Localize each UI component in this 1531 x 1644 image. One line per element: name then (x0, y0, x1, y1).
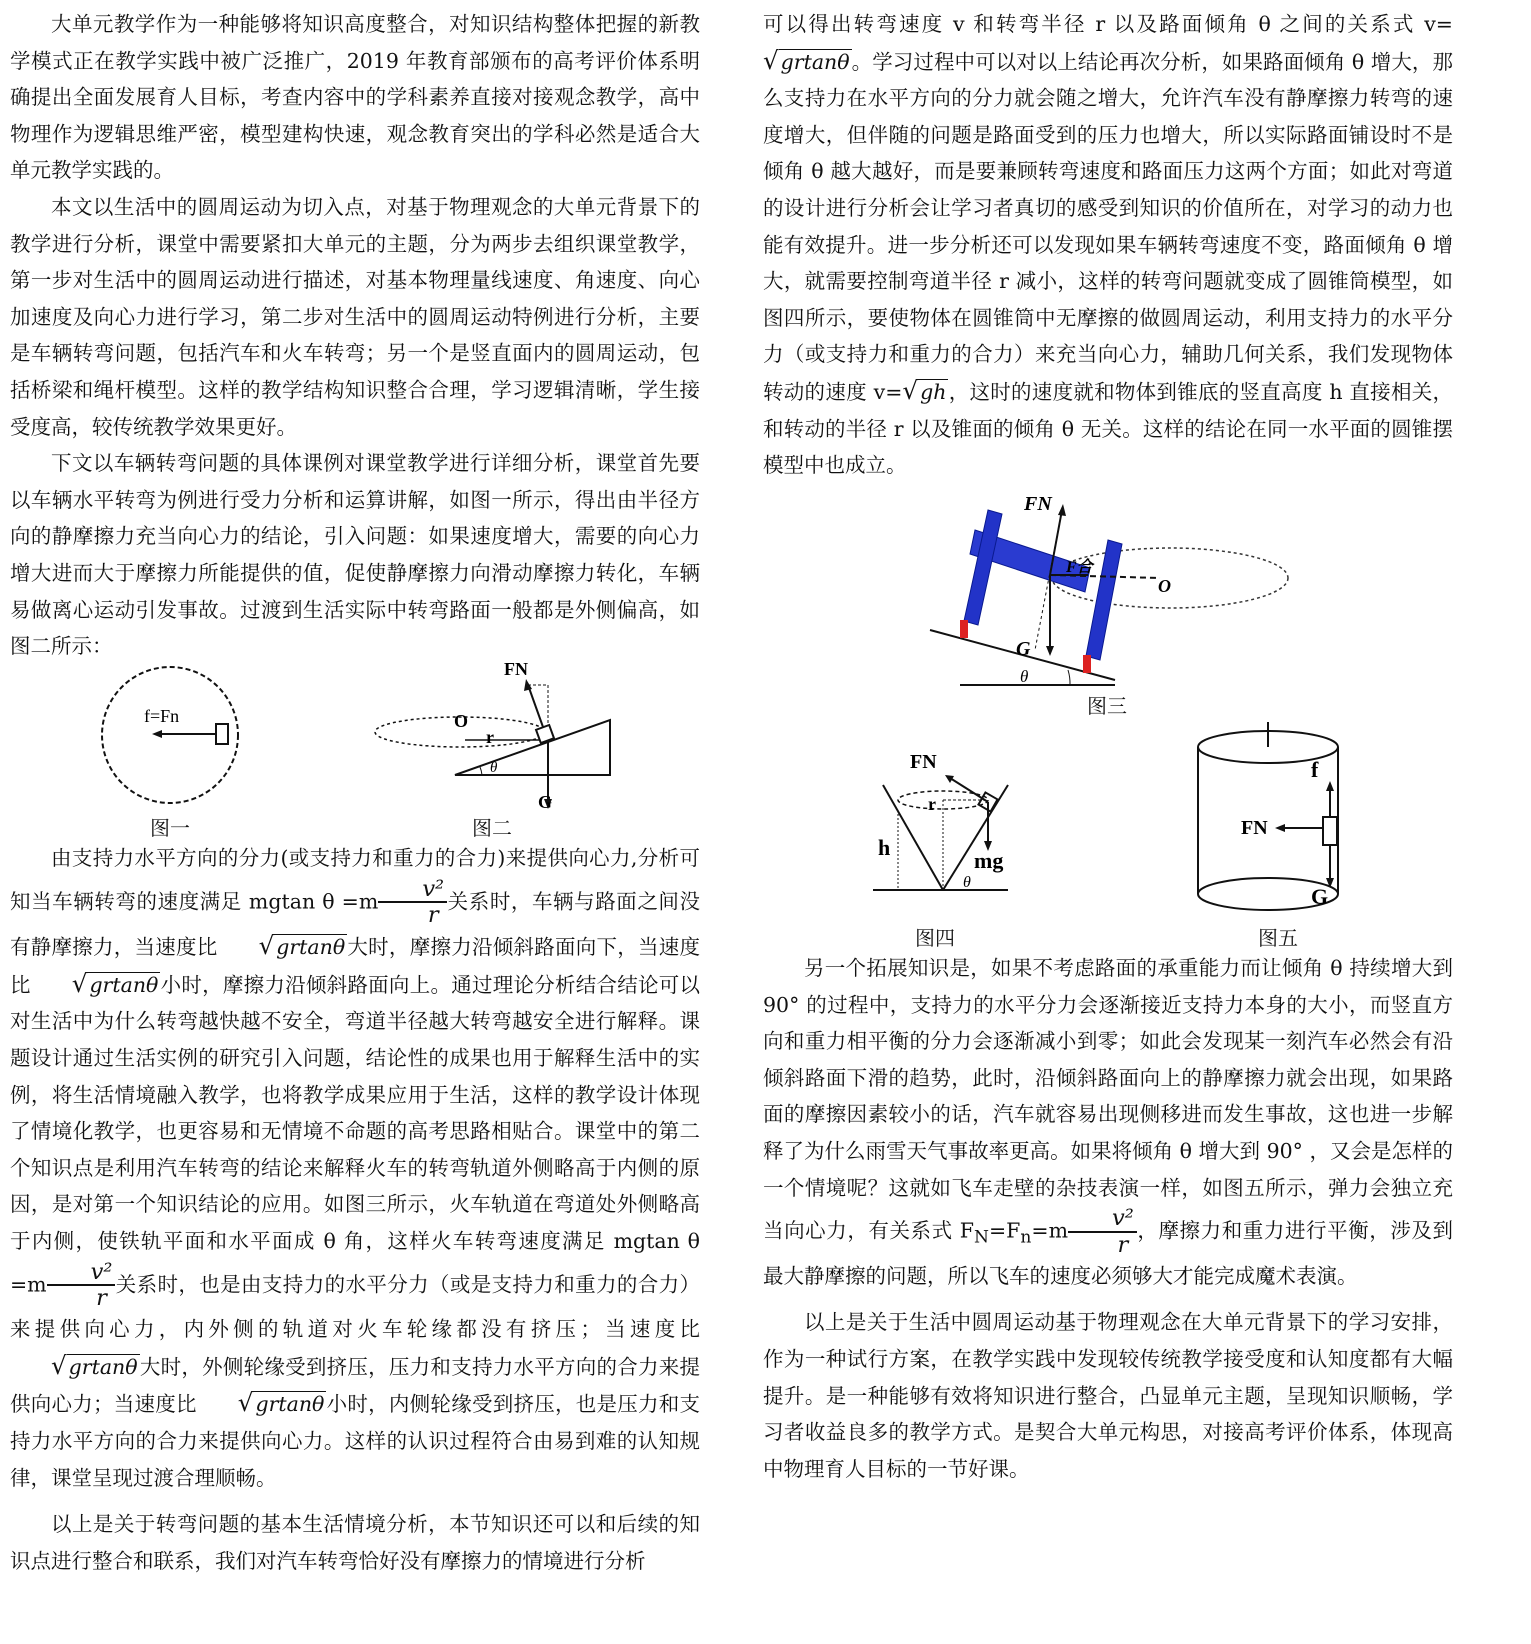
sqrt-body: grtanθ (255, 1392, 325, 1417)
figure-3-caption: 图三 (1087, 694, 1127, 718)
radius-label: r (486, 727, 494, 747)
paragraph: 以上是关于转弯问题的基本生活情境分析，本节知识还可以和后续的知识点进行整合和联系，我们对汽车转弯恰好没有摩擦力的情境进行分析 (10, 1512, 700, 1573)
sqrt-sign: √ (71, 968, 88, 998)
sqrt-formula (197, 1385, 327, 1423)
fraction-formula (1068, 1206, 1137, 1258)
figure-2-diagram (370, 655, 620, 815)
sqrt-formula (763, 43, 852, 81)
fraction-denominator: r (427, 902, 439, 929)
sqrt-body: grtanθ (89, 972, 159, 997)
sqrt-sign: √ (258, 931, 275, 961)
sqrt-sign: √ (237, 1388, 254, 1418)
text-segment: 。学习过程中可以对以上结论再次分析，如果路面倾角 θ 增大，那么支持力在水平方向的分力就会随之增大，允许汽车没有静摩擦力转弯的速度增大，但伴随的问题是路面受到的压力也增大，所以实际路面铺设时不是倾角 θ 越大越好，而是要兼顾转弯速度和路面压力这两个方面；如此对弯道的设计进行分析会让学习者真切的感受到知识的价值所在，对学习的动力也能有效提升。进一步分析还可以发现如果车辆转弯速度不变，路面倾角 θ 增大，就需要控制弯道半径 r 减小，这样的转弯问题就变成了圆锥筒模型，如图四所示，要使物体在圆锥筒中无摩擦的做圆周运动，利用支持力的水平分力（或支持力和重力的合力）来充当向心力，辅助几何关系，我们发现物体转动的速度 v= (763, 49, 1453, 404)
figure-2-caption: 图二 (472, 816, 512, 840)
subscript: n (1020, 1227, 1032, 1248)
paragraph (10, 840, 700, 1496)
normal-force-label: FN (1241, 817, 1268, 839)
text-segment: ，这时的速度就和物体到锥底的竖直高度 h 直接相关，和转动的半径 r 以及锥面的倾角 θ 无关。这样的结论在同一水平面的圆锥摆模型中也成立。 (763, 379, 1453, 478)
radius-label: r (928, 794, 936, 814)
angle-label: θ (1020, 667, 1029, 686)
fraction-denominator: r (1117, 1231, 1129, 1258)
fraction-numerator: v² (1068, 1206, 1137, 1233)
sqrt-formula (10, 1348, 140, 1386)
text-segment: 可以得出转弯速度 v 和转弯半径 r 以及路面倾角 θ 之间的关系式 v= (763, 12, 1453, 36)
fraction-formula (378, 877, 447, 929)
sqrt-body: grtanθ (780, 49, 850, 74)
text-segment: 小时，内侧轮缘受到挤压，也是压力和支持力水平方向的合力来提供向心力。这样的认识过程符合由易到难的认知规律，课堂呈现过渡合理顺畅。 (10, 1392, 700, 1490)
figure-4-diagram (868, 740, 1018, 900)
net-force-label: F合 (1066, 559, 1093, 576)
angle-label: θ (490, 760, 498, 776)
sqrt-sign: √ (51, 1350, 67, 1380)
gravity-label: G (1311, 884, 1329, 909)
text-segment: ，摩擦力和重力进行平衡，涉及到最大静摩擦的问题，所以飞车的速度必须够大才能完成魔术表演。 (763, 1218, 1454, 1288)
paragraph: 本文以生活中的圆周运动为切入点，对基于物理观念的大单元背景下的教学进行分析，课堂中需要紧扣大单元的主题，分为两步去组织课堂教学，第一步对生活中的圆周运动进行描述，对基本物理量线速度、角速度、向心加速度及向心力进行学习，第二步对生活中的圆周运动特例进行分析，主要是车辆转弯问题，包括汽车和火车转弯；另一个是竖直面内的圆周运动，包括桥梁和绳杆模型。这样的教学结构知识整合合理，学习逻辑清晰，学生接受度高，较传统教学效果更好。 (10, 194, 700, 439)
center-label: O (454, 711, 469, 731)
fraction-numerator: v² (47, 1260, 116, 1287)
figure-1-caption: 图一 (150, 816, 190, 840)
text-segment: 由支持力水平方向的分力(或支持力和重力的合力)来提供向心力,分析可知当车辆转弯的速度满足 mgtan θ =m (10, 846, 700, 913)
force-label: f=Fn (144, 706, 180, 726)
angle-label: θ (963, 874, 971, 891)
sqrt-sign: √ (902, 375, 919, 405)
friction-label: f (1311, 757, 1319, 782)
gravity-label: G (538, 792, 553, 812)
paragraph (763, 950, 1453, 1294)
sqrt-body: grtanθ (276, 935, 346, 960)
fraction-formula (47, 1260, 116, 1312)
text-segment: =m (1031, 1218, 1069, 1243)
height-label: h (878, 835, 891, 860)
text-segment: 大时，摩擦力沿倾斜路面向下，当速度比 (10, 935, 701, 997)
gravity-label: G (1016, 638, 1031, 660)
text-segment: =F (989, 1218, 1021, 1243)
left-column-bottom (10, 840, 700, 1579)
normal-force-label: FN (1024, 493, 1052, 515)
gravity-label: mg (974, 848, 1004, 873)
sqrt-sign: √ (763, 45, 779, 75)
figure-5-caption: 图五 (1258, 926, 1298, 950)
right-column-bottom (763, 950, 1453, 1487)
left-column-top (10, 6, 700, 665)
fraction-denominator: r (96, 1285, 107, 1312)
text-segment: 大时，外侧轮缘受到挤压，压力和支持力水平方向的合力来提供向心力；当速度比 (10, 1354, 700, 1417)
paragraph (763, 6, 1453, 484)
text-segment: 关系时，也是由支持力的水平分力（或是支持力和重力的合力）来提供向心力，内外侧的轨道对火车轮缘都没有挤压；当速度比 (10, 1271, 700, 1342)
normal-force-label: FN (504, 659, 528, 679)
sqrt-body: gh (920, 379, 947, 404)
paragraph: 大单元教学作为一种能够将知识高度整合，对知识结构整体把握的新教学模式正在教学实践中被广泛推广，2019 年教育部颁布的高考评价体系明确提出全面发展育人目标，考查内容中的学科素养直接对接观念教学，高中物理作为逻辑思维严密，模型建构快速，观念教育突出的学科必然是适合大单元教学实践的。 (10, 12, 700, 183)
paragraph: 以上是关于生活中圆周运动基于物理观念在大单元背景下的学习安排，作为一种试行方案，在教学实践中发现较传统教学接受度和认知度都有大幅提升。是一种能够有效将知识进行整合，凸显单元主题，呈现知识顺畅，学习者收益良多的教学方式。是契合大单元构思，对接高考评价体系，体现高中物理育人目标的一节好课。 (763, 1310, 1453, 1481)
text-segment: 另一个拓展知识是，如果不考虑路面的承重能力而让倾角 θ 持续增大到 90° 的过程中，支持力的水平分力会逐渐接近支持力本身的大小，而竖直方向和重力相平衡的分力会逐渐减小到零；如此会发现某一刻汽车必然会有沿倾斜路面下滑的趋势，此时，沿倾斜路面向上的静摩擦力就会出现，如果路面的摩擦因素较小的话，汽车就容易出现侧移进而发生事故，这也进一步解释了为什么雨雪天气事故率更高。如果将倾角 θ 增大到 90° ，又会是怎样的一个情境呢？这就如飞车走壁的杂技表演一样，如图五所示，弹力会独立充当向心力，有关系式 F (763, 956, 1453, 1243)
figure-1-diagram (90, 660, 250, 810)
right-column-top (763, 6, 1453, 484)
paragraph: 下文以车辆转弯问题的具体课例对课堂教学进行详细分析，课堂首先要以车辆水平转弯为例进行受力分析和运算讲解，如图一所示，得出由半径方向的静摩擦力充当向心力的结论，引入问题：如果速度增大，需要的向心力增大进而大于摩擦力所能提供的值，促使静摩擦力向滑动摩擦力转化，车辆易做离心运动引发事故。过渡到生活实际中转弯路面一般都是外侧偏高，如图二所示： (10, 451, 700, 659)
sqrt-formula (31, 966, 161, 1004)
figure-4-caption: 图四 (915, 926, 955, 950)
text-segment: 关系时，车辆与路面之间没有静摩擦力，当速度比 (10, 888, 701, 960)
sqrt-formula (902, 373, 948, 411)
subscript: N (974, 1227, 989, 1248)
normal-force-label: FN (910, 751, 937, 773)
figure-5-diagram (1193, 722, 1348, 922)
figure-3-diagram (920, 490, 1300, 695)
sqrt-formula (218, 928, 348, 966)
center-label: O (1158, 576, 1171, 596)
text-segment: 小时，摩擦力沿倾斜路面向上。通过理论分析结合结论可以对生活中为什么转弯越快越不安全，弯道半径越大转弯越安全进行解释。课题设计通过生活实例的研究引入问题，结论性的成果也用于解释生活中的实例，将生活情境融入教学，也将教学成果应用于生活，这样的教学设计体现了情境化教学，也更容易和无情境不命题的高考思路相贴合。课堂中的第二个知识点是利用汽车转弯的结论来解释火车的转弯轨道外侧略高于内侧的原因，是对第一个知识结论的应用。如图三所示，火车轨道在弯道处外侧略高于内侧，使铁轨平面和水平面成 θ 角，这样火车转弯速度满足 mgtan θ =m (10, 972, 701, 1296)
fraction-numerator: v² (378, 877, 447, 904)
sqrt-body: grtanθ (68, 1354, 138, 1379)
